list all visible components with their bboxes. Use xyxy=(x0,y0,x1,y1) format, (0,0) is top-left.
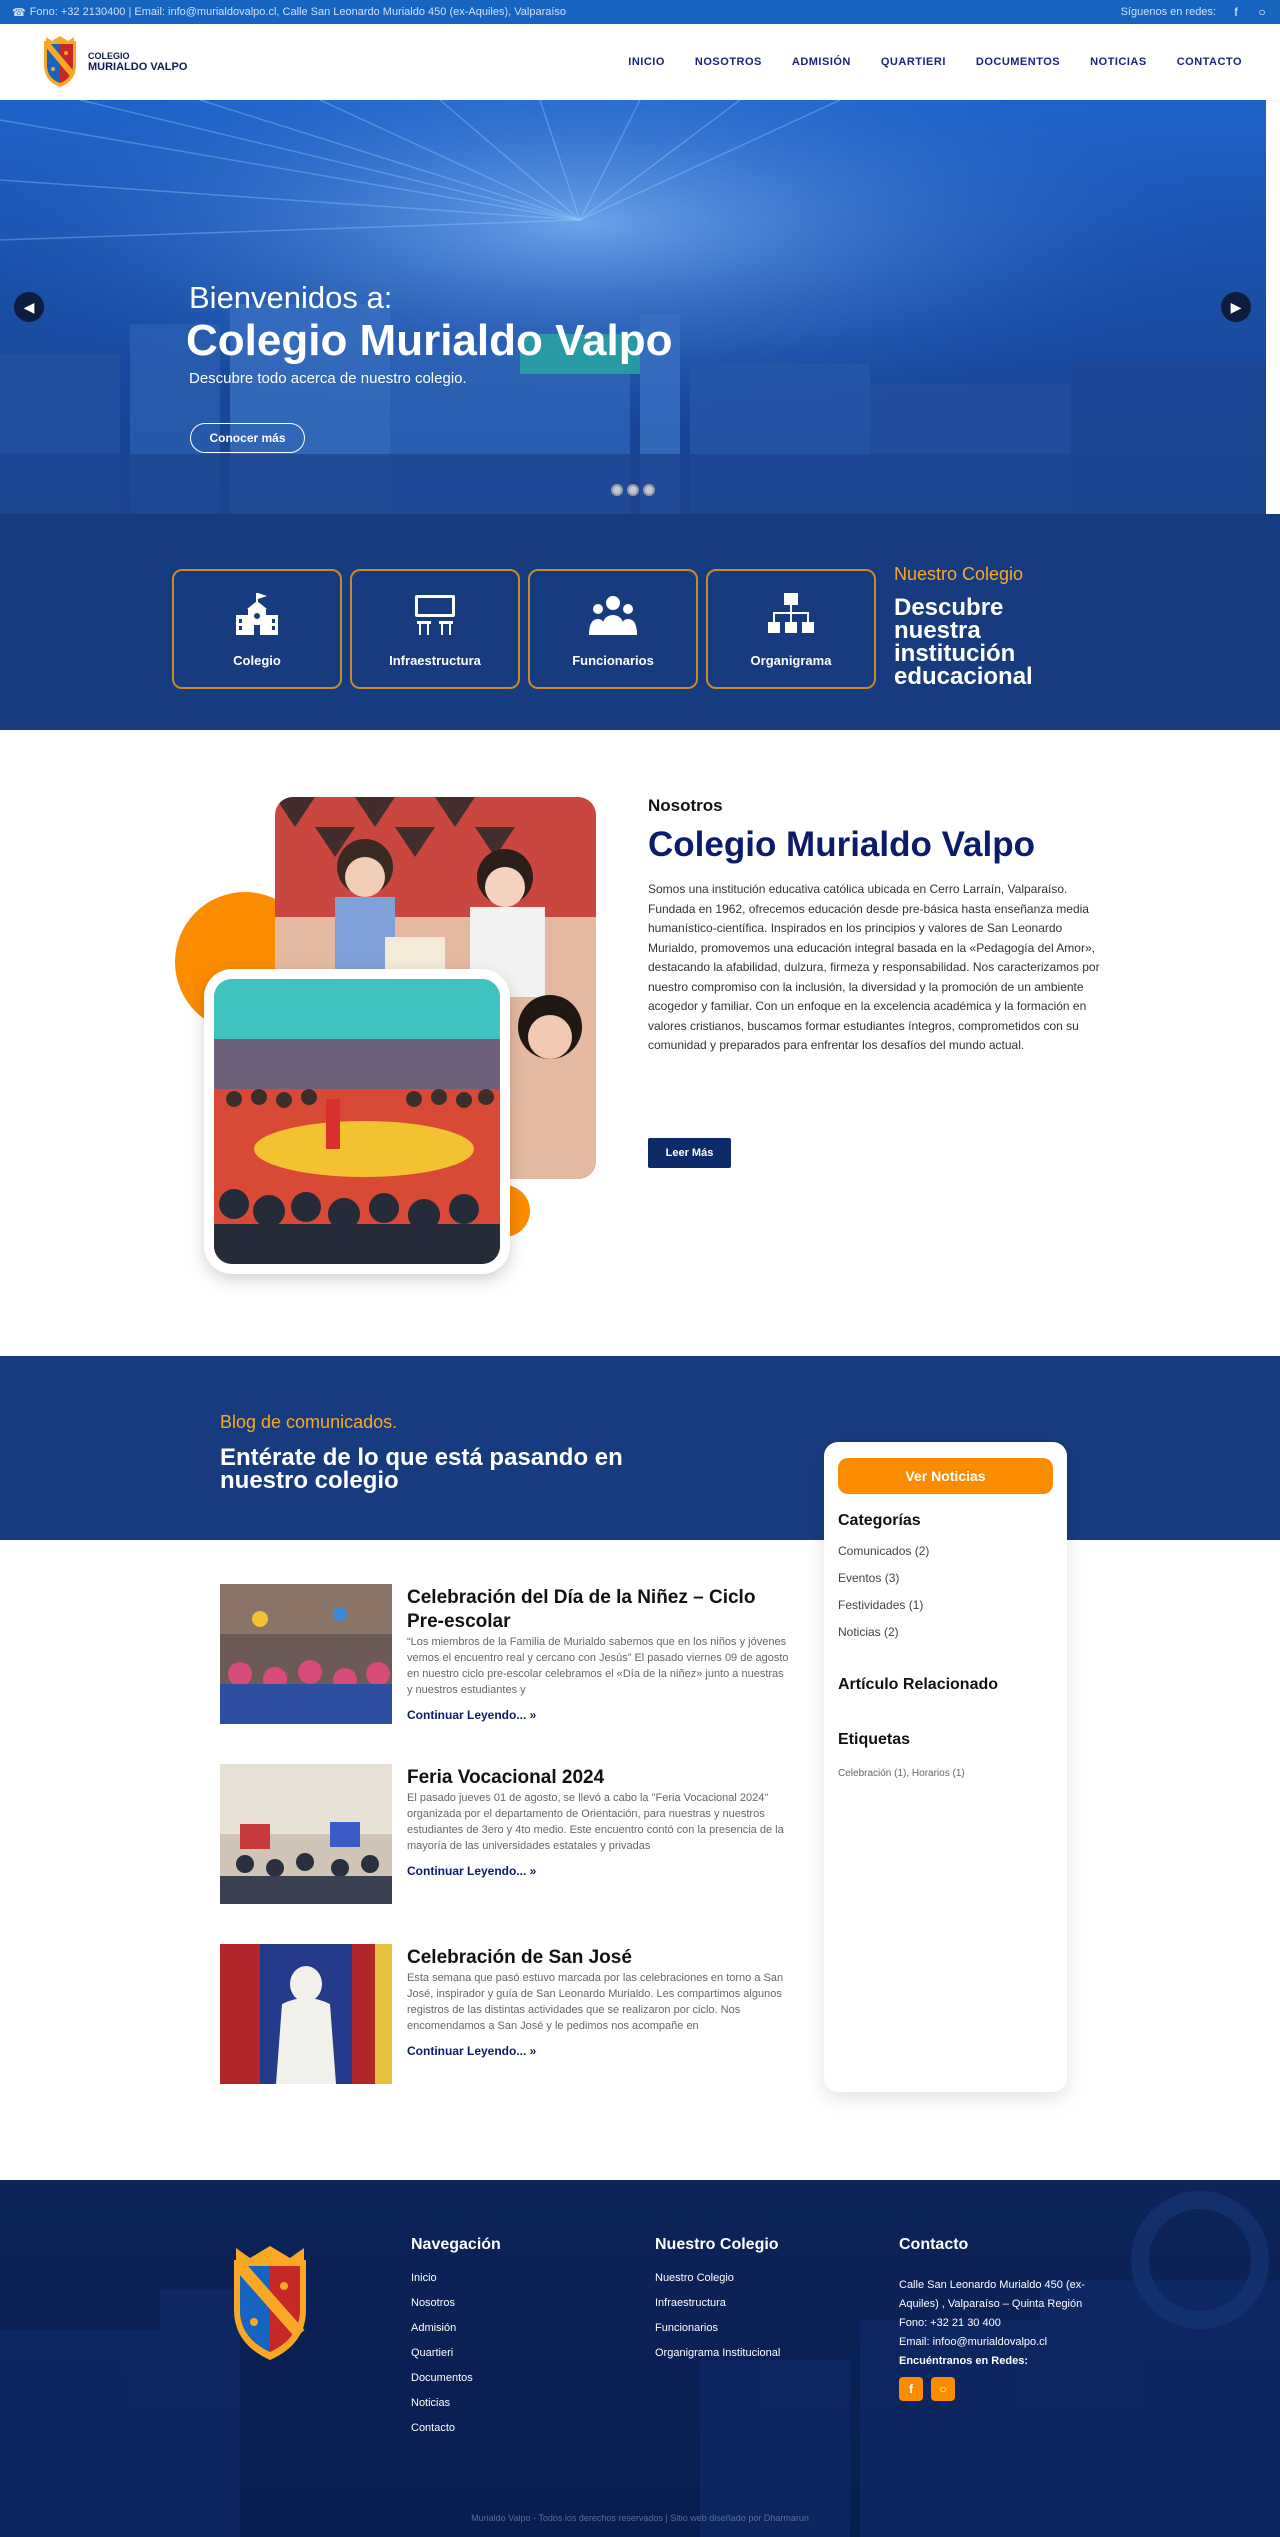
post-read-more-link[interactable]: Continuar Leyendo... » xyxy=(407,1708,537,1722)
category-link[interactable]: Festividades (1) xyxy=(838,1598,924,1612)
category-link[interactable]: Comunicados (2) xyxy=(838,1544,930,1558)
top-social-label: Síguenos en redes: xyxy=(1120,6,1216,18)
top-social xyxy=(1121,5,1268,19)
read-more-button[interactable]: Leer Más xyxy=(648,1138,731,1168)
about-label: Nosotros xyxy=(648,796,723,815)
site-header xyxy=(0,24,1280,100)
nav-admision[interactable]: ADMISIÓN xyxy=(791,56,851,68)
site-logo[interactable] xyxy=(38,35,187,89)
footer-school-links xyxy=(655,2272,780,2372)
footer-link[interactable]: Contacto xyxy=(411,2422,456,2434)
post-read-more-link[interactable]: Continuar Leyendo... » xyxy=(407,2044,537,2058)
footer-contact xyxy=(899,2276,1119,2401)
site-footer xyxy=(0,2180,1280,2537)
slider-dot[interactable] xyxy=(627,484,639,496)
nav-noticias[interactable]: NOTICIAS xyxy=(1090,56,1147,68)
logo-line1: COLEGIO xyxy=(88,51,130,61)
post-thumbnail[interactable] xyxy=(220,1944,392,2084)
post-excerpt: “Los miembros de la Familia de Murialdo sabemos que en los niños y jóvenes vemos el encuentro real y cercano con Jesús” El pasado viernes 09 de agosto en nuestro ciclo pre-escolar celebramos el «Día de la niñez» junto a nuestras y nuestros estudiantes y xyxy=(407,1636,789,1696)
hero-cta-button[interactable]: Conocer más xyxy=(190,423,305,453)
main-nav xyxy=(628,56,1242,68)
top-bar xyxy=(0,0,1280,24)
footer-nav-title: Navegación xyxy=(411,2236,501,2253)
footer-link[interactable]: Funcionarios xyxy=(655,2322,718,2334)
footer-link[interactable]: Admisión xyxy=(411,2322,457,2334)
category-link[interactable]: Noticias (2) xyxy=(838,1625,899,1639)
footer-link[interactable]: Inicio xyxy=(411,2272,437,2284)
facebook-icon[interactable]: f xyxy=(899,2377,923,2401)
post-title[interactable]: Feria Vocacional 2024 xyxy=(407,1767,605,1788)
school-icon xyxy=(233,591,281,639)
arrow-right-icon[interactable]: ▶ xyxy=(1221,292,1251,322)
hero-title: Colegio Murialdo Valpo xyxy=(186,316,673,365)
tags-title: Etiquetas xyxy=(838,1731,911,1748)
post-title[interactable]: Celebración de San José xyxy=(407,1947,632,1968)
org-chart-icon xyxy=(767,591,815,639)
hero-kicker: Bienvenidos a: xyxy=(189,280,393,315)
feature-label: Colegio xyxy=(233,652,281,668)
facebook-icon[interactable]: f xyxy=(1234,5,1238,19)
footer-phone: Fono: +32 21 30 400 xyxy=(899,2317,1001,2329)
footer-link[interactable]: Noticias xyxy=(411,2397,451,2409)
footer-social xyxy=(899,2377,1119,2401)
feature-card-colegio[interactable] xyxy=(172,569,342,689)
nav-nosotros[interactable]: NOSOTROS xyxy=(694,56,762,68)
about-title: Colegio Murialdo Valpo xyxy=(648,825,1035,864)
hero-subtitle: Descubre todo acerca de nuestro colegio. xyxy=(189,370,467,387)
top-contact xyxy=(12,6,566,19)
footer-contact-title: Contacto xyxy=(899,2236,969,2253)
footer-crest-logo xyxy=(224,2244,316,2364)
blog-title: Entérate de lo que está pasando en nuestro colegio xyxy=(220,1444,623,1494)
blog-header xyxy=(0,1356,1280,1540)
slider-dots xyxy=(611,484,655,496)
classroom-icon xyxy=(411,591,459,639)
footer-address: Calle San Leonardo Murialdo 450 (ex-Aquiles) , Valparaíso – Quinta Región xyxy=(899,2279,1085,2310)
feature-card-infraestructura[interactable] xyxy=(350,569,520,689)
footer-nav-links xyxy=(411,2272,473,2447)
footer-link[interactable]: Infraestructura xyxy=(655,2297,726,2309)
feature-label: Funcionarios xyxy=(572,652,654,668)
phone-icon: ☎ xyxy=(12,6,26,19)
footer-copyright: Murialdo Valpo - Todos los derechos reservados | Sitio web diseñado por Dharmarun xyxy=(471,2513,809,2523)
instagram-icon[interactable]: ○ xyxy=(931,2377,955,2401)
post-thumbnail[interactable] xyxy=(220,1584,392,1724)
crest-icon xyxy=(38,35,82,89)
footer-link[interactable]: Organigrama Institucional xyxy=(655,2347,781,2359)
footer-link[interactable]: Nuestro Colegio xyxy=(655,2272,734,2284)
blog-post xyxy=(220,1944,790,2084)
footer-link[interactable]: Nosotros xyxy=(411,2297,456,2309)
blog-kicker: Blog de comunicados. xyxy=(220,1412,398,1432)
footer-social-label: Encuéntranos en Redes: xyxy=(899,2355,1028,2367)
nav-quartieri[interactable]: QUARTIERI xyxy=(880,56,946,68)
nav-contacto[interactable]: CONTACTO xyxy=(1176,56,1242,68)
nav-documentos[interactable]: DOCUMENTOS xyxy=(975,56,1061,68)
categories-title: Categorías xyxy=(838,1512,921,1529)
feature-label: Organigrama xyxy=(750,652,832,668)
post-read-more-link[interactable]: Continuar Leyendo... » xyxy=(407,1864,537,1878)
footer-link[interactable]: Documentos xyxy=(411,2372,473,2384)
features-section-label: Nuestro Colegio xyxy=(894,564,1024,584)
logo-line2: MURIALDO VALPO xyxy=(88,61,188,73)
footer-email[interactable]: Email: infoo@murialdovalpo.cl xyxy=(899,2336,1048,2348)
people-icon xyxy=(589,591,637,639)
related-article-title: Artículo Relacionado xyxy=(838,1676,999,1693)
slider-dot[interactable] xyxy=(643,484,655,496)
feature-label: Infraestructura xyxy=(389,652,481,668)
blog-post xyxy=(220,1764,790,1904)
blog-sidebar xyxy=(824,1442,1067,2092)
blog-post xyxy=(220,1584,790,1724)
post-title[interactable]: Celebración del Día de la Niñez – Ciclo Pre-escolar xyxy=(407,1587,756,1632)
post-thumbnail[interactable] xyxy=(220,1764,392,1904)
top-contact-text: Fono: +32 2130400 | Email: info@murialdovalpo.cl, Calle San Leonardo Murialdo 450 (ex-Aquiles), Valparaíso xyxy=(29,6,567,18)
footer-school-title: Nuestro Colegio xyxy=(655,2236,779,2253)
nav-inicio[interactable]: INICIO xyxy=(628,56,665,68)
post-excerpt: El pasado jueves 01 de agosto, se llevó a cabo la "Feria Vocacional 2024" organizada por el departamento de Orientación, para nuestras y nuestros estudiantes de 3ero y 4to medio. Este encuentro contó con la presencia de la mayoría de las universidades estatales y privadas xyxy=(407,1792,784,1852)
footer-link[interactable]: Quartieri xyxy=(411,2347,454,2359)
view-news-button[interactable]: Ver Noticias xyxy=(838,1458,1053,1494)
hero-slider xyxy=(0,100,1266,514)
features-section xyxy=(0,514,1280,730)
about-image-gym-frame xyxy=(204,969,510,1274)
instagram-icon[interactable]: ○ xyxy=(1258,5,1266,19)
category-link[interactable]: Eventos (3) xyxy=(838,1571,900,1585)
tags-list[interactable]: Celebración (1), Horarios (1) xyxy=(838,1768,965,1779)
feature-card-funcionarios[interactable] xyxy=(528,569,698,689)
post-excerpt: Esta semana que pasó estuvo marcada por las celebraciones en torno a San José, inspirador y guía de San Leonardo Murialdo. Les compartimos algunos registros de las distintas actividades que se realizaron por ciclo. Nos encomendamos a San José y le pedimos nos acompañe en xyxy=(407,1972,784,2032)
about-text: Somos una institución educativa católica ubicada en Cerro Larraín, Valparaíso. Fundada en 1962, ofrecemos educación desde pre-básica hasta enseñanza media humanístico-científica. Inspirados en los principios y valores de San Leonardo Murialdo, promovemos una educación integral basada en la «Pedagogía del Amor», destacando la afabilidad, dulzura, firmeza y responsabilidad. Nos caracterizamos por nuestro compromiso con la inclusión, la diversidad y la promoción de un ambiente acogedor y familiar. Con un enfoque en la excelencia académica y la formación en valores cristianos, buscamos formar estudiantes íntegros, comprometidos con su comunidad y preparados para enfrentar los desafíos del mundo actual. xyxy=(648,882,1100,1052)
slider-dot[interactable] xyxy=(611,484,623,496)
features-headline: Descubre nuestra institución educacional xyxy=(894,594,1033,690)
about-image-gym xyxy=(214,979,500,1264)
feature-card-organigrama[interactable] xyxy=(706,569,876,689)
arrow-left-icon[interactable]: ◀ xyxy=(14,292,44,322)
